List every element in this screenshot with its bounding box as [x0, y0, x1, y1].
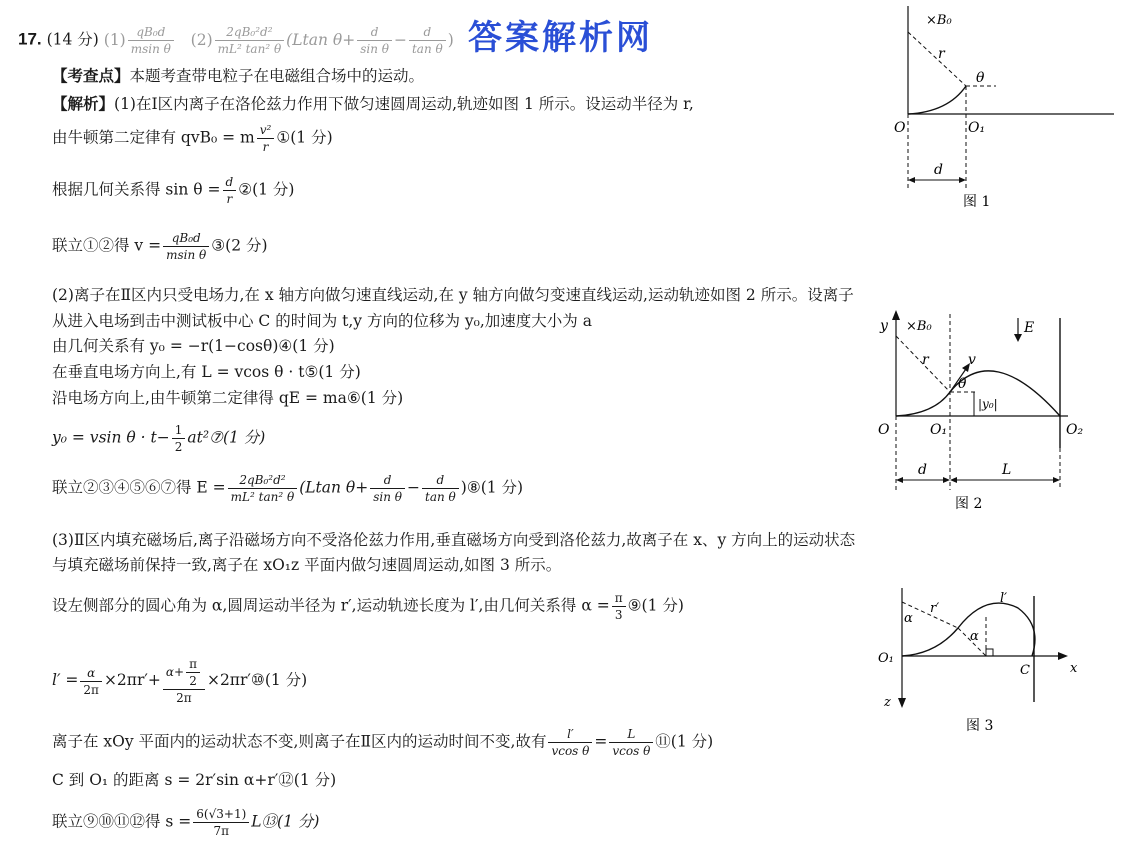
fraction: $\frac{d}{\text{tan θ}}$ — [422, 474, 459, 503]
fig2-parabola — [950, 371, 1060, 416]
fig3-caption: 图 3 — [966, 718, 994, 734]
fraction: $\frac{d}{\text{sin θ}}$ — [370, 474, 405, 503]
fig3-label-l: l′ — [1000, 591, 1008, 606]
analysis-line-11: 联立②③④⑤⑥⑦得 E = $\frac{\text{2qB₀²d²}}{\text{mL² tan² θ}}$ (Ltan θ+ $\frac{d}{\text{sin θ}}$ − $\frac{d}{\text{tan θ}}$ )⑧(1 分) — [52, 473, 524, 504]
fig2-caption: 图 2 — [955, 496, 983, 512]
fig3-label-alpha-1: α — [904, 611, 913, 626]
fraction: $\frac{\text{qB₀d}}{\text{msin θ}}$ — [128, 26, 174, 55]
fig3-trajectory-left — [902, 628, 958, 656]
fig2-y-arrowhead — [892, 310, 900, 320]
fig2-label-v: v — [968, 352, 976, 368]
fraction: $\frac{6(√3+1)}{7\pi}$ — [193, 808, 249, 837]
fig3-z-arrowhead — [898, 698, 906, 708]
fraction: $\frac{\pi}{3}$ — [612, 592, 626, 621]
fig2-label-r: r — [922, 352, 929, 368]
analysis-line-12: (3)Ⅱ区内填充磁场后,离子沿磁场方向不受洛伦兹力作用,垂直磁场方向受到洛伦兹力,故离子在 x、y 方向上的运动状态 — [52, 531, 856, 549]
analysis-line-14: 设左侧部分的圆心角为 α,圆周运动半径为 r′,运动轨迹长度为 l′,由几何关系得 α = $\frac{\pi}{3}$ ⑨(1 分) — [52, 591, 684, 622]
fraction: $\frac{d}{\text{tan θ}}$ — [409, 26, 446, 55]
fig1-radius-line — [908, 32, 966, 86]
fig1-label-theta: θ — [976, 70, 985, 86]
fig2-l-arrowhead-r — [1053, 477, 1060, 483]
analysis-line-7: 由几何关系有 y₀ = −r(1−cosθ)④(1 分) — [52, 337, 335, 355]
jiexi-label: 【解析】 — [52, 94, 115, 113]
fig3-label-r: r′ — [930, 601, 940, 616]
fig1-arrowhead-left — [908, 177, 915, 183]
fraction: $\frac{1}{2}$ — [172, 424, 186, 453]
analysis-line-15: l′ = $\frac{\alpha}{2\pi}$ ×2πr′+ α+ $\frac{\pi}{2}$ 2π ×2πr′⑩(1 分) — [52, 657, 308, 705]
fig1-label-o: O — [894, 120, 906, 136]
fraction: α+ $\frac{\pi}{2}$ 2π — [163, 658, 205, 704]
analysis-line-13: 与填充磁场前保持一致,离子在 xO₁z 平面内做匀速圆周运动,如图 3 所示。 — [52, 556, 562, 574]
question-number: 17. — [18, 29, 42, 49]
fig2-d-arrowhead-r — [943, 477, 950, 483]
fig1-caption: 图 1 — [963, 194, 991, 210]
fig2-e-arrowhead — [1014, 334, 1022, 342]
fig3-x-arrowhead — [1058, 652, 1068, 660]
analysis-line-8: 在垂直电场方向上,有 L = vcos θ · t⑤(1 分) — [52, 363, 361, 381]
analysis-line-5: (2)离子在Ⅱ区内只受电场力,在 x 轴方向做匀速直线运动,在 y 轴方向做匀变速直线运动,运动轨迹如图 2 所示。设离子 — [52, 286, 854, 304]
fig1-arrowhead-right — [959, 177, 966, 183]
fraction: $\frac{\alpha}{2\pi}$ — [80, 667, 102, 696]
analysis-line-6: 从进入电场到击中测试板中心 C 的时间为 t,y 方向的位移为 y₀,加速度大小为 a — [52, 312, 592, 330]
fig3-label-z: z — [884, 695, 891, 710]
fig1-label-d: d — [934, 162, 943, 178]
analysis-line-9: 沿电场方向上,由牛顿第二定律得 qE = ma⑥(1 分) — [52, 389, 404, 407]
fraction: $\frac{\text{v²}}{r}$ — [257, 124, 275, 153]
fig2-label-e: E — [1024, 320, 1035, 336]
fraction: $\frac{\text{qB₀d}}{\text{msin θ}}$ — [163, 232, 209, 261]
fig2-label-o1: O₁ — [930, 422, 948, 438]
analysis-line-18: 联立⑨⑩⑪⑫得 s = $\frac{6(√3+1)}{7\pi}$ L⑬(1 分) — [52, 807, 320, 838]
analysis-line-4: 联立①②得 v = $\frac{\text{qB₀d}}{\text{msin θ}}$ ③(2 分) — [52, 231, 268, 262]
kaochadian-label: 【考查点】 — [52, 66, 130, 85]
fig3-label-x: x — [1070, 661, 1078, 676]
fig2-label-y0: |y₀| — [978, 397, 998, 411]
fig3-label-c: C — [1020, 663, 1030, 678]
analysis-line-1: 【解析】(1)在Ⅰ区内离子在洛伦兹力作用下做匀速圆周运动,轨迹如图 1 所示。设运动半径为 r, — [52, 94, 694, 113]
fraction: $\frac{l'}{\text{vcos θ}}$ — [548, 728, 592, 757]
fraction: $\frac{L}{\text{vcos θ}}$ — [609, 728, 653, 757]
fig2-label-o2: O₂ — [1066, 422, 1084, 438]
fig3-label-alpha-2: α — [970, 629, 979, 644]
fig1-label-b: ×B₀ — [926, 13, 952, 28]
fig2-label-theta: θ — [958, 376, 967, 392]
figure-3 — [874, 584, 1086, 736]
fig2-label-b: ×B₀ — [906, 319, 932, 334]
question-header — [18, 26, 454, 55]
fig1-label-o1: O₁ — [968, 120, 986, 136]
analysis-line-17: C 到 O₁ 的距离 s = 2r′sin α+r′⑫(1 分) — [52, 771, 337, 789]
figure-2 — [872, 308, 1096, 514]
fig2-d-arrowhead-l — [896, 477, 903, 483]
analysis-line-10: y₀ = vsin θ · t− $\frac{1}{2}$ at²⑦(1 分) — [52, 423, 266, 454]
fig2-label-y: y — [880, 318, 888, 334]
fig2-arc — [896, 392, 950, 416]
kaochadian-line — [52, 68, 424, 85]
fig3-right-angle — [986, 649, 993, 656]
fig2-label-d: d — [918, 462, 927, 478]
answer-summary: (1) $\frac{\text{qB₀d}}{\text{msin θ}}$ (2) $\frac{\text{2qB₀²d²}}{\text{mL² tan² θ}}$ (Ltan θ+ $\frac{d}{\text{sin θ}}$ − $\frac{d}{\text{tan θ}}$ ) — [103, 25, 454, 56]
fig2-l-arrowhead-l — [950, 477, 957, 483]
analysis-line-2: 由牛顿第二定律有 qvB₀ = m $\frac{\text{v²}}{r}$ ①(1 分) — [52, 123, 333, 154]
fraction: $\frac{\pi}{2}$ — [186, 658, 200, 687]
fig3-label-o1: O₁ — [878, 651, 894, 666]
fraction: $\frac{\text{2qB₀²d²}}{\text{mL² tan² θ}}$ — [228, 474, 298, 503]
fig2-label-l: L — [1002, 462, 1012, 478]
fig1-trajectory — [908, 86, 966, 114]
fraction: $\frac{d}{\text{sin θ}}$ — [357, 26, 392, 55]
figure-1 — [886, 4, 1118, 216]
fig1-label-r: r — [938, 46, 945, 62]
kaochadian-text: 本题考查带电粒子在电磁组合场中的运动。 — [129, 67, 425, 85]
watermark: 答案解析网 — [468, 18, 653, 58]
fraction: $\frac{\text{2qB₀²d²}}{\text{mL² tan² θ}}$ — [215, 26, 285, 55]
fraction: $\frac{d}{r}$ — [223, 176, 237, 205]
fig2-label-o: O — [878, 422, 890, 438]
analysis-line-16: 离子在 xOy 平面内的运动状态不变,则离子在Ⅱ区内的运动时间不变,故有 $\frac{l'}{\text{vcos θ}}$ = $\frac{L}{\text{vcos θ}}$ ⑪(1 分) — [52, 727, 714, 758]
question-score: (14 分) — [46, 30, 99, 49]
analysis-line-3: 根据几何关系得 sin θ = $\frac{d}{r}$ ②(1 分) — [52, 175, 295, 206]
